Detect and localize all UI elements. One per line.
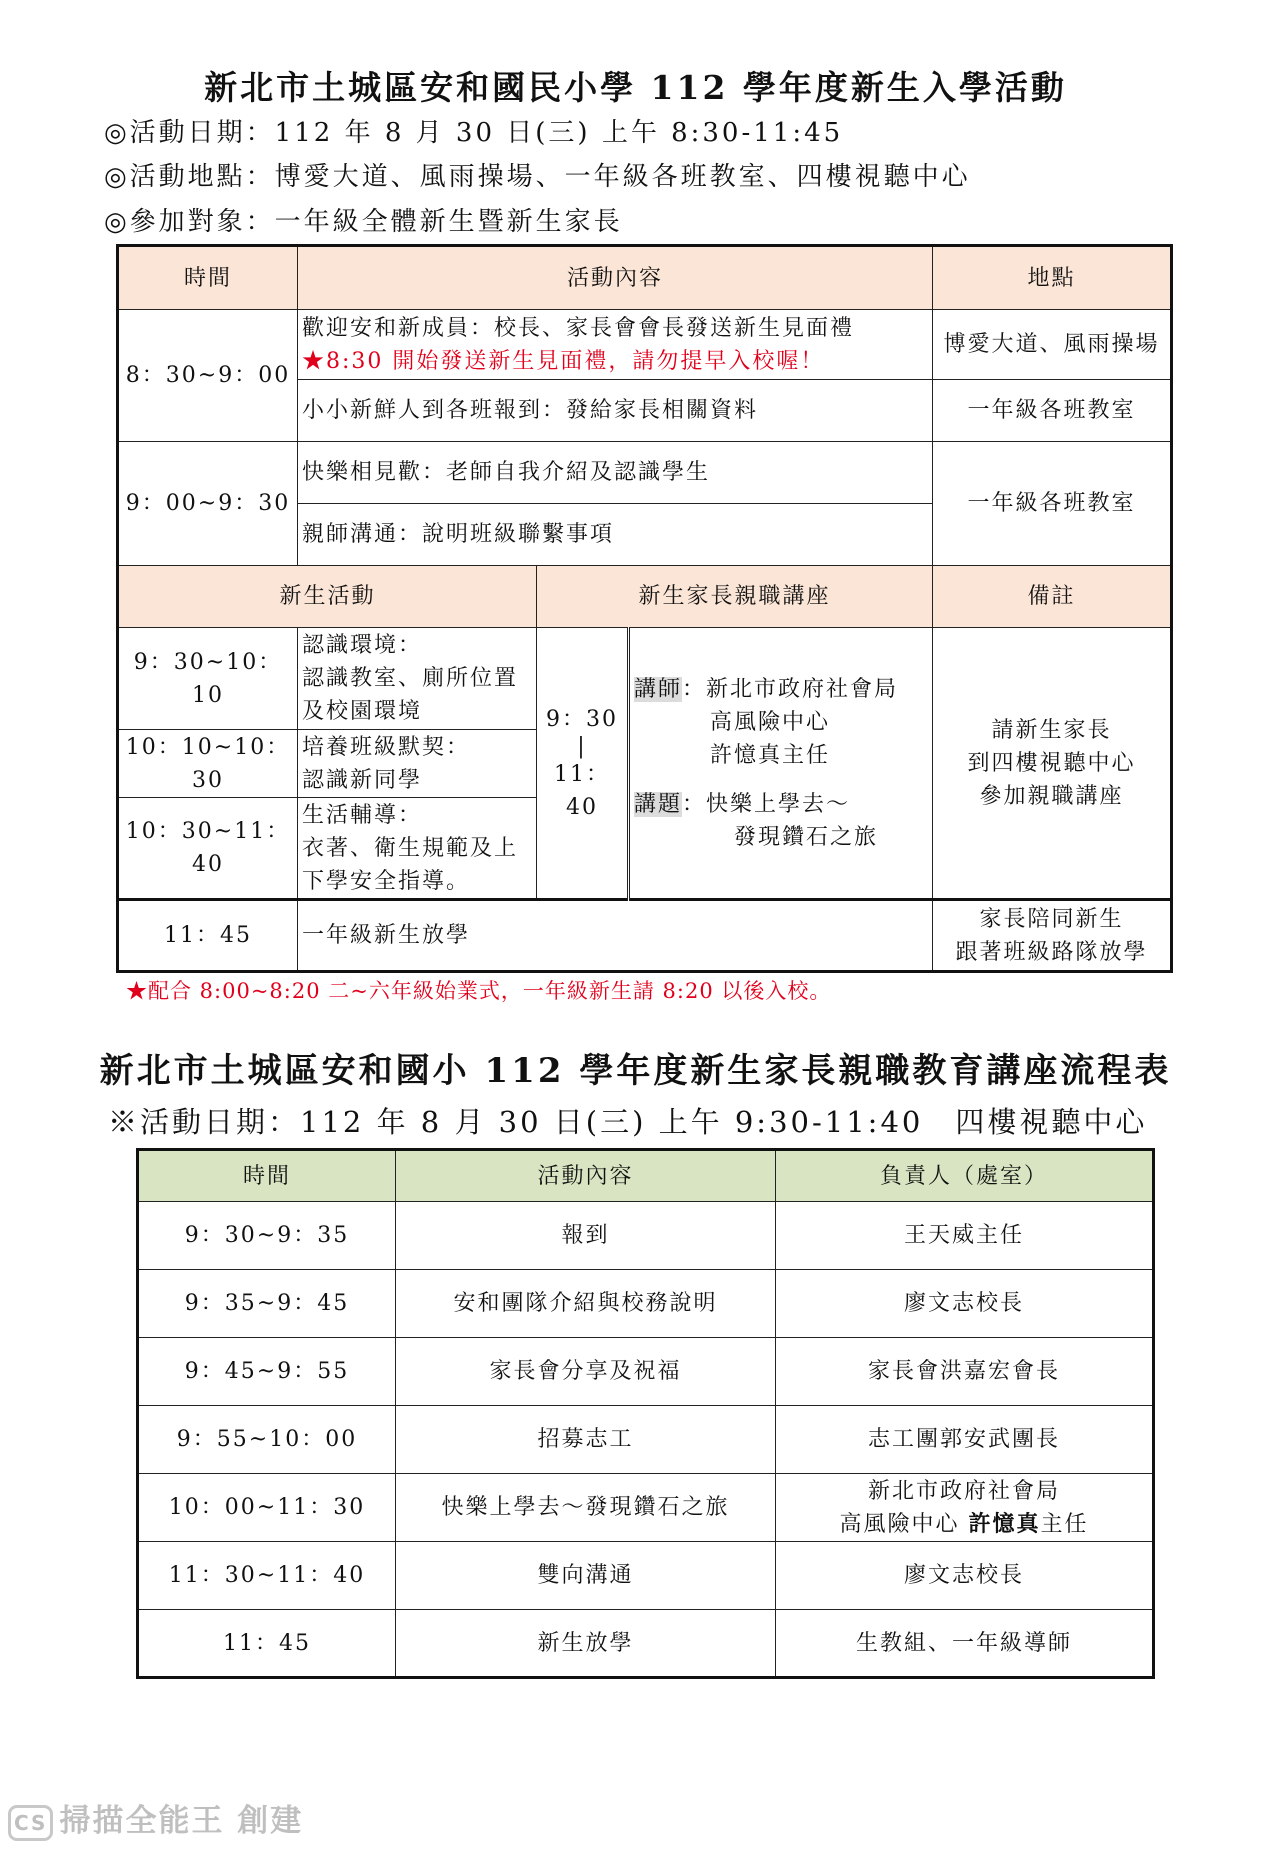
topic-line: ：快樂上學去～ — [682, 791, 851, 817]
header-location: 地點 — [933, 246, 1172, 310]
activity-line: 衣著、衛生規範及上 — [302, 835, 519, 861]
table-row — [138, 1474, 1154, 1542]
time-cell: 9：55~10：00 — [138, 1406, 396, 1474]
header-content: 活動內容 — [396, 1150, 776, 1202]
table-row — [138, 1202, 1154, 1270]
activity-line: 培養班級默契： — [302, 734, 471, 760]
time-cell: 10：10~10：30 — [118, 730, 298, 798]
activity-cell — [298, 730, 537, 798]
activity-cell — [298, 310, 933, 380]
lecture-time-cell — [537, 628, 629, 900]
lecture-flow-table — [136, 1148, 1155, 1679]
note-cell — [933, 900, 1172, 972]
watermark-badge: CS — [8, 1805, 53, 1841]
content-cell: 安和團隊介紹與校務說明 — [396, 1270, 776, 1338]
activity-text: 歡迎安和新成員：校長、家長會會長發送新生見面禮 — [302, 315, 855, 341]
person-line: 高風險中心 — [839, 1511, 969, 1537]
time-cell: 10：30~11：40 — [118, 798, 298, 900]
alert-text: ★8:30 開始發送新生見面禮，請勿提早入校喔！ — [302, 348, 825, 374]
table-row — [138, 1542, 1154, 1610]
activity-line: 認識新同學 — [302, 767, 423, 793]
lecture-start: 9：30 — [546, 706, 618, 732]
time-cell: 9：30~10：10 — [118, 628, 298, 730]
person-cell — [776, 1474, 1154, 1542]
event-date: ◎活動日期：112 年 8 月 30 日(三) 上午 8:30-11:45 — [104, 118, 844, 148]
lecture-flow-date: ※活動日期：112 年 8 月 30 日(三) 上午 9:30-11:40 四樓視聽中心 — [108, 1105, 1148, 1139]
activity-cell: 親師溝通：說明班級聯繫事項 — [298, 504, 933, 566]
lecture-end: 11：40 — [554, 761, 610, 820]
header-person: 負責人（處室） — [776, 1150, 1154, 1202]
time-cell: 9：45~9：55 — [138, 1338, 396, 1406]
location-cell: 博愛大道、風雨操場 — [933, 310, 1172, 380]
subheader-new-student: 新生活動 — [118, 566, 537, 628]
table-row — [138, 1270, 1154, 1338]
activity-cell — [298, 628, 537, 730]
time-cell: 8：30~9：00 — [118, 310, 298, 442]
header-time: 時間 — [138, 1150, 396, 1202]
topic-line: 發現鑽石之旅 — [734, 824, 879, 850]
activity-line: 及校園環境 — [302, 699, 423, 724]
time-cell: 9：30~9：35 — [138, 1202, 396, 1270]
activity-cell — [298, 798, 537, 900]
lecture-bar: | — [577, 733, 587, 759]
person-cell: 廖文志校長 — [776, 1270, 1154, 1338]
watermark-text: 掃描全能王 創建 — [59, 1803, 304, 1839]
speaker-line: ：新北市政府社會局 — [682, 676, 899, 702]
remark-line: 請新生家長 — [991, 717, 1112, 743]
time-cell: 10：00~11：30 — [138, 1474, 396, 1542]
schedule-table — [116, 244, 1173, 973]
content-cell: 招募志工 — [396, 1406, 776, 1474]
scanner-watermark — [8, 1795, 303, 1841]
location-cell: 一年級各班教室 — [933, 442, 1172, 566]
table-row — [118, 442, 1172, 504]
speaker-line: 許憶真主任 — [710, 742, 831, 768]
time-cell: 9：00~9：30 — [118, 442, 298, 566]
time-cell: 11：45 — [138, 1610, 396, 1678]
person-cell: 廖文志校長 — [776, 1542, 1154, 1610]
content-cell: 家長會分享及祝福 — [396, 1338, 776, 1406]
content-cell: 快樂上學去～發現鑽石之旅 — [396, 1474, 776, 1542]
person-line: 新北市政府社會局 — [867, 1478, 1060, 1504]
topic-label: 講題 — [634, 791, 683, 817]
person-cell: 志工團郭安武團長 — [776, 1406, 1154, 1474]
activity-line: 下學安全指導。 — [302, 868, 471, 894]
header-time: 時間 — [118, 246, 298, 310]
lecture-cell — [629, 628, 933, 900]
remark-line: 到四樓視聽中心 — [967, 750, 1136, 776]
event-place: ◎活動地點：博愛大道、風雨操場、一年級各班教室、四樓視聽中心 — [104, 162, 971, 192]
time-cell: 9：35~9：45 — [138, 1270, 396, 1338]
activity-line: 生活輔導： — [302, 802, 423, 828]
remark-line: 參加親職講座 — [979, 783, 1124, 809]
page-title: 新北市土城區安和國民小學 112 學年度新生入學活動 — [204, 68, 1067, 107]
activity-line: 認識環境： — [302, 633, 423, 658]
subheader-remark: 備註 — [933, 566, 1172, 628]
content-cell: 新生放學 — [396, 1610, 776, 1678]
event-target: ◎參加對象：一年級全體新生暨新生家長 — [104, 207, 623, 237]
note-line: 跟著班級路隊放學 — [955, 939, 1148, 965]
note-line: 家長陪同新生 — [979, 906, 1124, 932]
table-row — [118, 310, 1172, 380]
person-cell: 家長會洪嘉宏會長 — [776, 1338, 1154, 1406]
speaker-label: 講師 — [634, 676, 683, 702]
remark-cell — [933, 628, 1172, 900]
content-cell: 雙向溝通 — [396, 1542, 776, 1610]
table-row — [118, 628, 1172, 730]
person-cell: 生教組、一年級導師 — [776, 1610, 1154, 1678]
time-cell: 11：30~11：40 — [138, 1542, 396, 1610]
table-row — [138, 1406, 1154, 1474]
lecture-flow-title: 新北市土城區安和國小 112 學年度新生家長親職教育講座流程表 — [99, 1051, 1172, 1091]
speaker-line: 高風險中心 — [710, 709, 831, 735]
activity-cell: 快樂相見歡：老師自我介紹及認識學生 — [298, 442, 933, 504]
entry-note: ★配合 8:00~8:20 二~六年級始業式，一年級新生請 8:20 以後入校。 — [126, 979, 832, 1003]
location-cell: 一年級各班教室 — [933, 380, 1172, 442]
header-content: 活動內容 — [298, 246, 933, 310]
activity-cell: 小小新鮮人到各班報到：發給家長相關資料 — [298, 380, 933, 442]
subheader-parent-lecture: 新生家長親職講座 — [537, 566, 933, 628]
content-cell: 報到 — [396, 1202, 776, 1270]
person-line: 主任 — [1040, 1511, 1089, 1537]
activity-line: 認識教室、廁所位置 — [302, 666, 519, 691]
person-name: 許憶真 — [968, 1510, 1041, 1537]
time-cell: 11：45 — [118, 900, 298, 972]
activity-cell: 一年級新生放學 — [298, 900, 933, 972]
person-cell: 王天威主任 — [776, 1202, 1154, 1270]
table-row — [118, 900, 1172, 972]
table-row — [138, 1338, 1154, 1406]
table-row — [138, 1610, 1154, 1678]
